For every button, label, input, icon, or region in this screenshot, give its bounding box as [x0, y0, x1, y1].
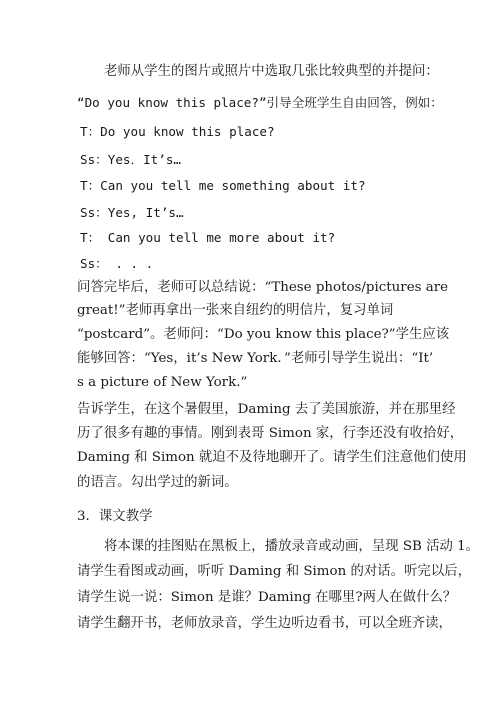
summary-line-2: great!”老师再拿出一张来自纽约的明信片，复习单词	[77, 303, 394, 318]
summary-line-4: 能够回答：“Yes，it’s New York．”老师引导学生说出：“It’	[77, 351, 434, 366]
dialogue-line-3: T：Can you tell me something about it?	[80, 178, 366, 193]
dialogue-line-4: Ss：Yes, It’s…	[80, 205, 184, 220]
summary-line-1: 问答完毕后，老师可以总结说：“These photos/pictures are	[77, 280, 449, 295]
section-heading: 3．课文教学	[77, 509, 153, 524]
summary-line-3: “postcard”。老师问：“Do you know this place?”学生应该	[77, 327, 450, 342]
story-line-3: Daming 和 Simon 就迫不及待地聊开了。请学生们注意他们使用	[77, 450, 467, 465]
story-line-2: 历了很多有趣的事情。刚到表哥 Simon 家，行李还没有收拾好，	[77, 426, 464, 441]
story-line-4: 的语言。勾出学过的新词。	[77, 475, 238, 490]
lesson-line-3: 请学生说一说：Simon 是谁？Daming 在哪里?两人在做什么？	[77, 590, 457, 605]
summary-line-5: s a picture of New York.”	[77, 375, 248, 390]
paragraph-line-1: 老师从学生的图片或照片中选取几张比较典型的并提问：	[104, 64, 439, 79]
lesson-line-2: 请学生看图或动画，听听 Daming 和 Simon 的对话。听完以后，	[77, 564, 471, 579]
lesson-line-1: 将本课的挂图贴在黑板上，播放录音或动画，呈现 SB 活动 1。	[104, 539, 480, 554]
story-line-1: 告诉学生，在这个暑假里，Daming 去了美国旅游，并在那里经	[77, 402, 456, 417]
lesson-line-4: 请学生翻开书，老师放录音，学生边听边看书，可以全班齐读，	[77, 616, 452, 631]
dialogue-line-1: T：Do you know this place?	[80, 124, 275, 139]
dialogue-line-6: Ss： . . .	[80, 256, 154, 271]
dialogue-line-2: Ss：Yes．It’s…	[80, 152, 182, 167]
paragraph-line-2: “Do you know this place?”引导全班学生自由回答，例如：	[77, 95, 443, 110]
dialogue-line-5: T： Can you tell me more about it?	[80, 230, 336, 245]
